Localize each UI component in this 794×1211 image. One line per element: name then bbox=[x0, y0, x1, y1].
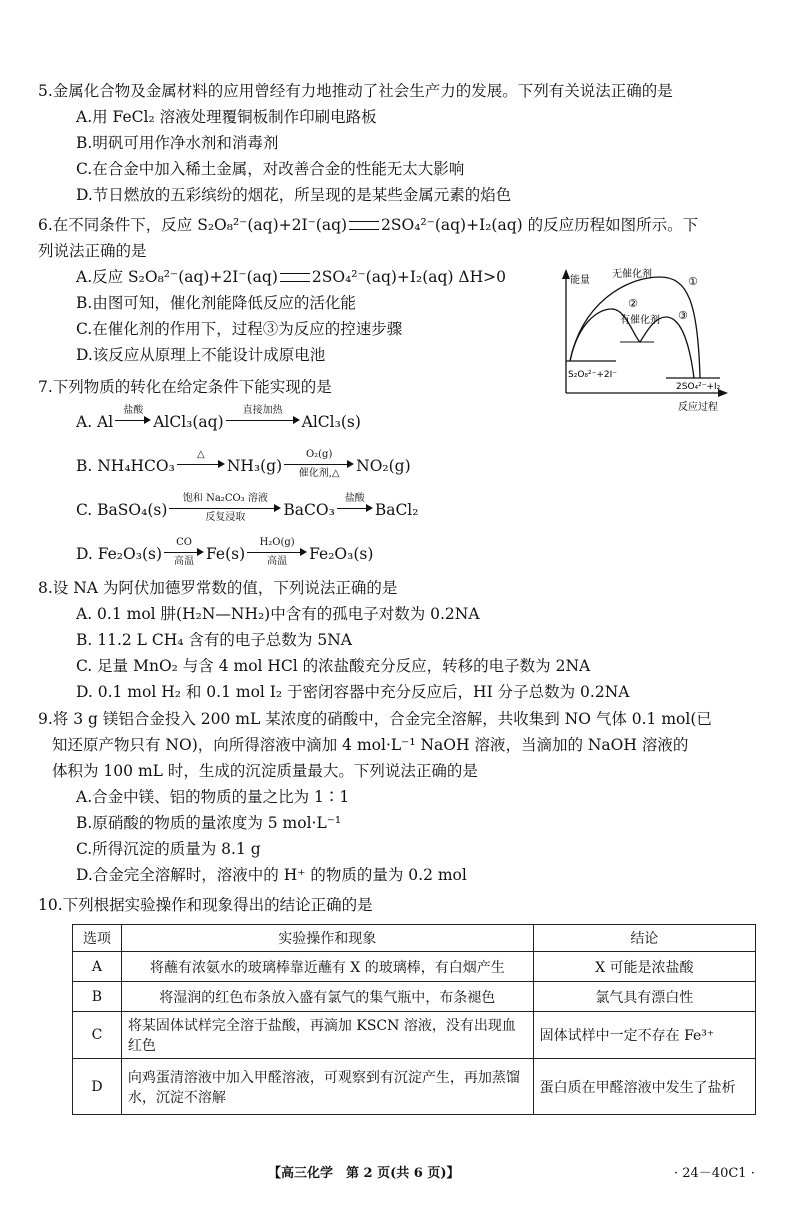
q7-a-species-3: AlCl₃(s) bbox=[301, 413, 361, 431]
equilibrium-sign bbox=[349, 221, 379, 230]
q8-option-c: C. 足量 MnO₂ 与含 4 mol HCl 的浓盐酸充分反应，转移的电子数为 2NA bbox=[76, 657, 591, 675]
footer-code: · 24－40C1 · bbox=[674, 1166, 755, 1181]
arrow-head-icon bbox=[218, 460, 225, 468]
q6-option-d: D.该反应从原理上不能设计成原电池 bbox=[76, 346, 326, 364]
q9-option-b: B.原硝酸的物质的量浓度为 5 mol·L⁻¹ bbox=[76, 814, 342, 832]
mark-1: ① bbox=[688, 275, 698, 288]
equilibrium-sign bbox=[280, 273, 310, 282]
q8-stem: 8.设 NA 为阿伏加德罗常数的值，下列说法正确的是 bbox=[38, 579, 398, 597]
q6-stem-2: 列说法正确的是 bbox=[38, 242, 147, 260]
question-10 bbox=[38, 892, 758, 918]
q5-option-b: B.明矾可用作净水剂和消毒剂 bbox=[76, 134, 279, 152]
arrow-head-icon bbox=[347, 460, 354, 468]
y-axis-label: 能量 bbox=[570, 275, 590, 286]
q6-stem bbox=[38, 212, 758, 238]
q5-stem: 5.金属化合物及金属材料的应用曾经有力地推动了社会生产力的发展。下列有关说法正确的是 bbox=[38, 82, 673, 100]
table-cell-option: A bbox=[73, 952, 122, 982]
arrow-condition-top: H₂O(g) bbox=[259, 537, 295, 548]
q7-d-species-2: Fe(s) bbox=[206, 545, 246, 563]
arrow-condition-top: O₂(g) bbox=[305, 449, 333, 460]
q9-option-a: A.合金中镁、铝的物质的量之比为 1∶1 bbox=[76, 788, 350, 806]
q9-stem-line-2: 知还原产物只有 NO)，向所得溶液中滴加 4 mol·L⁻¹ NaOH 溶液，当滴加的 NaOH 溶液的 bbox=[52, 736, 689, 754]
arrow-head-icon bbox=[366, 504, 373, 512]
arrow-head-icon bbox=[293, 416, 300, 424]
reaction-arrow bbox=[115, 405, 151, 435]
q7-b-species-3: NO₂(g) bbox=[356, 457, 411, 475]
x-axis-label: 反应过程 bbox=[678, 402, 718, 413]
arrow-condition-top: 饱和 Na₂CO₃ 溶液 bbox=[182, 493, 268, 504]
question-7 bbox=[38, 374, 758, 576]
q6-option-c: C.在催化剂的作用下，过程③为反应的控速步骤 bbox=[76, 320, 403, 338]
q5-option-d: D.节日燃放的五彩缤纷的烟花，所呈现的是某些金属元素的焰色 bbox=[76, 186, 512, 204]
y-axis-arrow-icon bbox=[562, 269, 570, 279]
q10-stem: 10.下列根据实验操作和现象得出的结论正确的是 bbox=[38, 896, 373, 914]
arrow-condition-top: 盐酸 bbox=[344, 493, 365, 504]
q9-stem-line-1: 9.将 3 g 镁铝合金投入 200 mL 某浓度的硝酸中，合金完全溶解，共收集到 NO 气体 0.1 mol(已 bbox=[38, 710, 712, 728]
table-cell-operation: 将湿润的红色布条放入盛有氯气的集气瓶中，布条褪色 bbox=[121, 982, 533, 1012]
catalyzed-label: 有催化剂 bbox=[620, 315, 660, 326]
q7-c-species-2: BaCO₃ bbox=[283, 501, 335, 519]
q5-option-a: A.用 FeCl₂ 溶液处理覆铜板制作印刷电路板 bbox=[76, 108, 377, 126]
table-cell-conclusion: X 可能是浓盐酸 bbox=[533, 952, 755, 982]
arrow-head-icon bbox=[300, 548, 307, 556]
reaction-arrow bbox=[284, 449, 354, 479]
arrow-condition-top: CO bbox=[176, 537, 192, 548]
q8-option-d: D. 0.1 mol H₂ 和 0.1 mol I₂ 于密闭容器中充分反应后，HI 分子总数为 0.2NA bbox=[76, 683, 630, 701]
mark-3: ③ bbox=[678, 309, 688, 322]
reactant-label: S₂O₈²⁻+2I⁻ bbox=[568, 370, 618, 380]
table-cell-option: C bbox=[73, 1012, 122, 1059]
q7-d-species-1: D. Fe₂O₃(s) bbox=[76, 545, 162, 563]
table-row bbox=[73, 952, 756, 982]
reaction-arrow bbox=[164, 537, 204, 567]
table-header-row bbox=[73, 925, 756, 952]
table-header-conclusion: 结论 bbox=[533, 925, 755, 952]
arrow-condition-top: 直接加热 bbox=[242, 405, 283, 416]
table-header-operation: 实验操作和现象 bbox=[121, 925, 533, 952]
q7-c-species-3: BaCl₂ bbox=[374, 501, 419, 519]
arrow-condition-top: △ bbox=[196, 449, 205, 460]
q9-option-d: D.合金完全溶解时，溶液中的 H⁺ 的物质的量为 0.2 mol bbox=[76, 866, 467, 884]
footer-page-info: 【高三化学 第 2 页(共 6 页)】 bbox=[268, 1166, 460, 1181]
q7-option-d bbox=[76, 532, 758, 576]
table-row bbox=[73, 982, 756, 1012]
q8-option-b: B. 11.2 L CH₄ 含有的电子总数为 5NA bbox=[76, 631, 352, 649]
arrow-condition-bottom: 高温 bbox=[267, 556, 288, 567]
table-cell-operation: 将某固体试样完全溶于盐酸，再滴加 KSCN 溶液，没有出现血红色 bbox=[121, 1012, 533, 1059]
arrow-head-icon bbox=[274, 504, 281, 512]
arrow-head-icon bbox=[144, 416, 151, 424]
question-9 bbox=[38, 706, 758, 888]
q7-b-species-2: NH₃(g) bbox=[226, 457, 283, 475]
q9-option-c: C.所得沉淀的质量为 8.1 g bbox=[76, 840, 261, 858]
q7-option-c bbox=[76, 488, 758, 532]
table-row bbox=[73, 1059, 756, 1115]
q7-option-b bbox=[76, 444, 758, 488]
table-cell-operation: 将蘸有浓氨水的玻璃棒靠近蘸有 X 的玻璃棒，有白烟产生 bbox=[121, 952, 533, 982]
reaction-arrow bbox=[169, 493, 281, 523]
table-header-option: 选项 bbox=[73, 925, 122, 952]
reaction-arrow bbox=[226, 405, 300, 435]
question-8 bbox=[38, 575, 758, 705]
table-cell-option: D bbox=[73, 1059, 122, 1115]
results-table bbox=[72, 924, 756, 1115]
q6-stem-right: 2SO₄²⁻(aq)+I₂(aq) 的反应历程如图所示。下 bbox=[381, 216, 699, 234]
q7-a-species-2: AlCl₃(aq) bbox=[153, 413, 224, 431]
arrow-condition-bottom: 高温 bbox=[174, 556, 194, 567]
reaction-arrow bbox=[177, 449, 225, 479]
table-row bbox=[73, 1012, 756, 1059]
arrow-condition-bottom: 反复浸取 bbox=[205, 512, 246, 523]
table-cell-conclusion: 氯气具有漂白性 bbox=[533, 982, 755, 1012]
arrow-head-icon bbox=[197, 548, 204, 556]
q7-stem: 7.下列物质的转化在给定条件下能实现的是 bbox=[38, 378, 332, 396]
arrow-condition-bottom: 催化剂,△ bbox=[298, 468, 340, 479]
mark-2: ② bbox=[628, 297, 638, 310]
table-cell-operation: 向鸡蛋清溶液中加入甲醛溶液，可观察到有沉淀产生，再加蒸馏水，沉淀不溶解 bbox=[121, 1059, 533, 1115]
q7-b-species-1: B. NH₄HCO₃ bbox=[76, 457, 175, 475]
product-label: 2SO₄²⁻+I₂ bbox=[676, 382, 721, 392]
q6-option-a-left: A.反应 S₂O₈²⁻(aq)+2I⁻(aq) bbox=[76, 268, 278, 286]
q6-option-b: B.由图可知，催化剂能降低反应的活化能 bbox=[76, 294, 356, 312]
q5-option-c: C.在合金中加入稀土金属，对改善合金的性能无太大影响 bbox=[76, 160, 465, 178]
reaction-arrow bbox=[337, 493, 373, 523]
q7-c-species-1: C. BaSO₄(s) bbox=[76, 501, 168, 519]
q6-option-a-right: 2SO₄²⁻(aq)+I₂(aq) ΔH>0 bbox=[311, 268, 506, 286]
q7-d-species-3: Fe₂O₃(s) bbox=[309, 545, 374, 563]
table-cell-conclusion: 固体试样中一定不存在 Fe³⁺ bbox=[533, 1012, 755, 1059]
q8-option-a: A. 0.1 mol 肼(H₂N—NH₂)中含有的孤电子对数为 0.2NA bbox=[76, 605, 480, 623]
reaction-arrow bbox=[247, 537, 307, 567]
table-cell-conclusion: 蛋白质在甲醛溶液中发生了盐析 bbox=[533, 1059, 755, 1115]
q7-a-species-1: A. Al bbox=[76, 413, 114, 431]
question-5 bbox=[38, 78, 758, 208]
q7-option-a bbox=[76, 400, 758, 444]
table-cell-option: B bbox=[73, 982, 122, 1012]
q6-stem-left: 6.在不同条件下，反应 S₂O₈²⁻(aq)+2I⁻(aq) bbox=[38, 216, 348, 234]
q9-stem-line-3: 体积为 100 mL 时，生成的沉淀质量最大。下列说法正确的是 bbox=[52, 762, 478, 780]
uncatalyzed-label: 无催化剂 bbox=[612, 269, 652, 280]
arrow-condition-top: 盐酸 bbox=[123, 405, 144, 416]
